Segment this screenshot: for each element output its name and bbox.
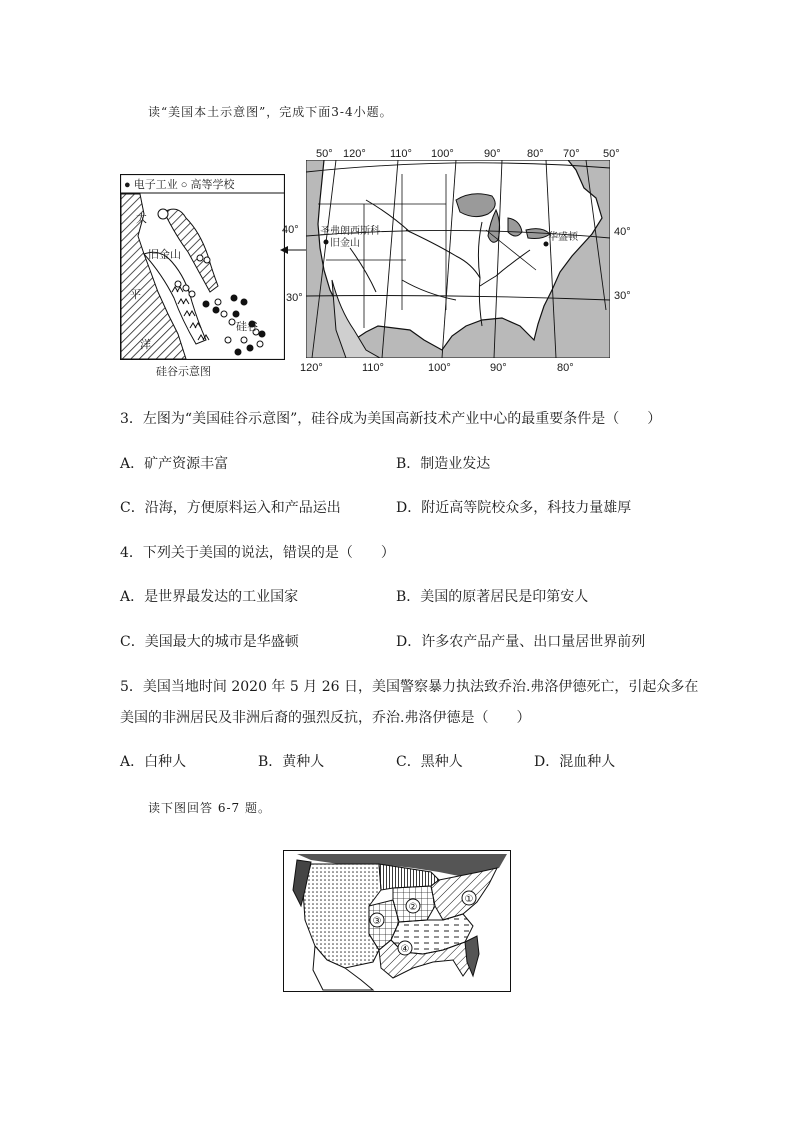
map1-label-sf: 圣弗朗西斯科: [320, 226, 380, 237]
q3-option-b[interactable]: B．制造业发达: [396, 456, 491, 472]
inset-sea-char-2: 平: [130, 289, 141, 301]
q3-option-d[interactable]: D．附近高等院校众多，科技力量雄厚: [396, 500, 632, 516]
q5-stem-line2: 美国的非洲居民及非洲后裔的强烈反抗，乔治.弗洛伊德是（ ）: [120, 710, 531, 726]
region-label: ④: [400, 944, 410, 955]
silicon-valley-inset-map: [120, 174, 285, 360]
q5-stem-line1: 5．美国当地时间 2020 年 5 月 26 日，美国警察暴力执法致乔治.弗洛伊德死亡，引起众多在: [120, 679, 699, 695]
q4-option-d[interactable]: D．许多农产品产量、出口量居世界前列: [396, 634, 646, 650]
q5-option-b[interactable]: B．黄种人: [258, 754, 325, 770]
q4-option-b[interactable]: B．美国的原著居民是印第安人: [396, 589, 589, 605]
map1-top-tick: 70°: [563, 148, 580, 160]
q4-option-a[interactable]: A．是世界最发达的工业国家: [120, 589, 299, 605]
intro-text-2: 读下图回答 6-7 题。: [148, 801, 271, 815]
q5-option-d[interactable]: D．混血种人: [534, 754, 616, 770]
map1-label-dc: 华盛顿: [548, 232, 578, 243]
map1-bottom-tick: 80°: [557, 362, 574, 374]
map1-bottom-tick: 110°: [362, 362, 384, 374]
map1-top-tick: 80°: [527, 148, 544, 160]
inset-city-label: 旧金山: [148, 249, 181, 261]
q5-option-c[interactable]: C．黑种人: [396, 754, 463, 770]
q4-stem: 4．下列关于美国的说法，错误的是（ ）: [120, 545, 395, 561]
q5-option-a[interactable]: A．白种人: [120, 754, 187, 770]
region-label: ①: [464, 894, 474, 905]
map1-bottom-tick: 120°: [300, 362, 323, 374]
map1-top-tick: 50°: [316, 148, 333, 160]
map1-bottom-tick: 90°: [490, 362, 507, 374]
map1-top-tick: 100°: [431, 148, 454, 160]
intro-text-1: 读“美国本土示意图”，完成下面3-4小题。: [148, 105, 393, 119]
q3-option-a[interactable]: A．矿产资源丰富: [120, 456, 229, 472]
inset-sea-char-1: 太: [136, 213, 147, 225]
map1-top-tick: 110°: [390, 148, 412, 160]
map1-left-tick: 40°: [282, 224, 299, 236]
usa-outline-map: [306, 160, 610, 358]
inset-valley-label: 硅谷: [236, 321, 258, 333]
map1-top-tick: 120°: [343, 148, 366, 160]
region-label: ③: [372, 916, 382, 927]
map1-top-tick: 50°: [603, 148, 620, 160]
map1-right-tick: 40°: [614, 226, 631, 238]
q3-option-c[interactable]: C．沿海，方便原料运入和产品运出: [120, 500, 341, 516]
map1-label-jjs: 旧金山: [330, 238, 360, 249]
inset-sea-char-3: 洋: [140, 339, 151, 351]
map1-left-tick: 30°: [286, 292, 303, 304]
inset-caption: 硅谷示意图: [156, 366, 211, 378]
q4-option-c[interactable]: C．美国最大的城市是华盛顿: [120, 634, 299, 650]
map1-top-tick: 90°: [484, 148, 501, 160]
map1-bottom-tick: 100°: [428, 362, 451, 374]
map1-right-tick: 30°: [614, 290, 631, 302]
inset-legend: ● 电子工业 ○ 高等学校: [124, 179, 235, 191]
q3-stem: 3．左图为“美国硅谷示意图”，硅谷成为美国高新技术产业中心的最重要条件是（ ）: [120, 411, 662, 427]
usa-regions-map: [283, 850, 511, 992]
region-label: ②: [408, 902, 418, 913]
